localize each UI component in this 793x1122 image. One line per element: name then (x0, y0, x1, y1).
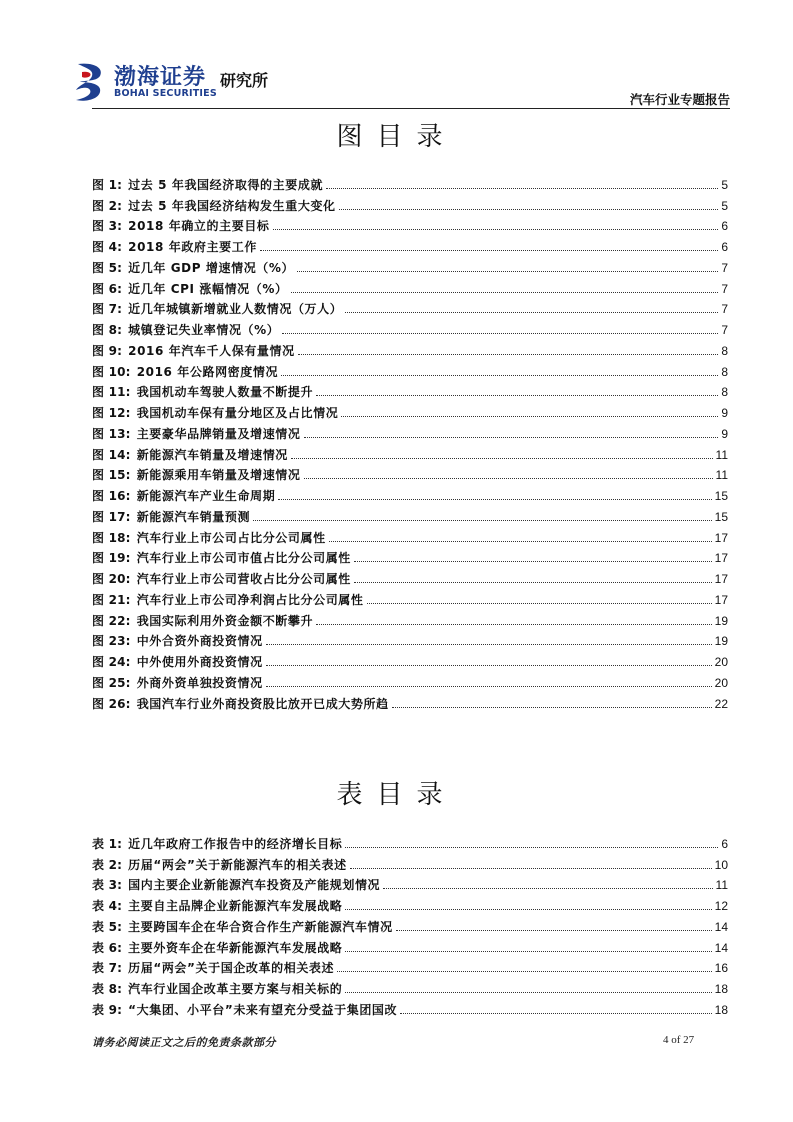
figure-page-number: 7 (721, 281, 728, 296)
table-label: 表 2: (92, 857, 123, 872)
figure-page-number: 17 (714, 530, 728, 545)
figure-page-number: 6 (721, 240, 728, 254)
figure-caption: 中外使用外商投资情况 (136, 655, 263, 669)
dot-leader (345, 951, 711, 952)
dot-leader (345, 847, 718, 848)
figure-caption: 新能源汽车销量及增速情况 (136, 447, 288, 462)
dot-leader (326, 188, 718, 189)
dot-leader (304, 437, 719, 438)
table-entry[interactable] (92, 976, 728, 997)
figure-page-number: 9 (721, 426, 728, 441)
figure-caption: 新能源乘用车销量及增速情况 (136, 468, 301, 483)
figure-entry[interactable] (92, 172, 728, 193)
figure-label: 图 24: (92, 655, 131, 669)
figure-entry[interactable] (92, 400, 728, 421)
table-page-number: 16 (714, 961, 728, 976)
figure-entry[interactable] (92, 608, 728, 629)
table-entry[interactable] (92, 831, 728, 852)
figure-caption: 过去 5 年我国经济结构发生重大变化 (128, 198, 336, 213)
figure-label: 图 11: (92, 385, 131, 400)
dot-leader (266, 665, 712, 666)
dot-leader (316, 624, 712, 625)
table-caption: 近几年政府工作报告中的经济增长目标 (128, 836, 343, 851)
figure-label: 图 13: (92, 426, 131, 441)
figure-caption: 2016 年公路网密度情况 (136, 364, 279, 379)
dot-leader (291, 458, 713, 459)
dot-leader (298, 354, 719, 355)
table-page-number: 18 (714, 982, 728, 996)
figure-entry[interactable] (92, 463, 728, 484)
figure-label: 图 6: (92, 281, 123, 296)
figure-caption: 2018 年政府主要工作 (128, 240, 257, 254)
figure-page-number: 7 (721, 323, 728, 337)
figure-label: 图 4: (92, 240, 123, 254)
figure-label: 图 2: (92, 198, 123, 213)
dot-leader (345, 992, 711, 993)
dot-leader (273, 229, 719, 230)
figure-page-number: 9 (721, 406, 728, 420)
table-caption: 主要外资车企在华新能源汽车发展战略 (128, 940, 343, 955)
figure-caption: 我国机动车驾驶人数量不断提升 (136, 385, 314, 400)
figure-caption: 我国实际利用外资金额不断攀升 (136, 613, 314, 628)
table-entry[interactable] (92, 935, 728, 956)
figure-caption: 新能源汽车销量预测 (136, 509, 251, 524)
dot-leader (266, 686, 712, 687)
figure-label: 图 26: (92, 696, 131, 711)
dot-leader (266, 644, 712, 645)
figure-label: 图 21: (92, 592, 131, 607)
table-entry[interactable] (92, 873, 728, 894)
dot-leader (304, 478, 713, 479)
dot-leader (282, 333, 718, 334)
figure-entry[interactable] (92, 483, 728, 504)
table-caption: 主要跨国车企在华合资合作生产新能源汽车情况 (128, 919, 393, 934)
dot-leader (253, 520, 712, 521)
figure-caption: 我国机动车保有量分地区及占比情况 (136, 406, 339, 420)
table-page-number: 18 (714, 1002, 728, 1017)
logo-chinese-name: 渤海证券 (114, 64, 207, 90)
figure-page-number: 8 (721, 385, 728, 400)
figure-caption: 2018 年确立的主要目标 (128, 219, 270, 234)
figure-page-number: 19 (714, 613, 728, 628)
table-label: 表 7: (92, 961, 123, 976)
dot-leader (339, 209, 719, 210)
table-label: 表 4: (92, 899, 123, 913)
figure-caption: 外商外资单独投资情况 (136, 675, 263, 690)
dot-leader (260, 250, 718, 251)
figure-entry[interactable] (92, 359, 728, 380)
dot-leader (278, 499, 711, 500)
figure-label: 图 9: (92, 343, 123, 358)
figure-entry[interactable] (92, 670, 728, 691)
figure-caption: 近几年城镇新增就业人数情况（万人） (128, 302, 343, 317)
table-label: 表 9: (92, 1002, 123, 1017)
figure-entry[interactable] (92, 587, 728, 608)
figure-page-number: 19 (714, 634, 728, 649)
table-page-number: 14 (714, 919, 728, 934)
figure-page-number: 17 (714, 551, 728, 566)
table-caption: 汽车行业国企改革主要方案与相关标的 (128, 982, 343, 996)
figure-label: 图 16: (92, 489, 131, 503)
figure-caption: 近几年 GDP 增速情况（%） (128, 260, 295, 275)
dot-leader (337, 971, 712, 972)
table-page-number: 12 (714, 899, 728, 913)
figure-label: 图 22: (92, 613, 131, 628)
figure-label: 图 15: (92, 468, 131, 483)
figure-page-number: 17 (714, 592, 728, 607)
table-page-number: 14 (714, 940, 728, 955)
figure-entry[interactable] (92, 214, 728, 235)
figure-page-number: 5 (721, 177, 728, 192)
figure-caption: 汽车行业上市公司市值占比分公司属性 (136, 551, 351, 566)
figure-entry[interactable] (92, 421, 728, 442)
figure-caption: 新能源汽车产业生命周期 (136, 489, 276, 503)
dot-leader (345, 312, 718, 313)
table-caption: 主要自主品牌企业新能源汽车发展战略 (128, 899, 343, 913)
dot-leader (329, 541, 712, 542)
figure-page-number: 7 (721, 260, 728, 275)
dot-leader (367, 603, 712, 604)
logo-english-name: BOHAI SECURITIES (114, 88, 217, 99)
table-page-number: 10 (714, 857, 728, 872)
figure-page-number: 17 (714, 572, 728, 586)
figure-index-title: 图目录 (336, 122, 457, 152)
table-label: 表 6: (92, 940, 123, 955)
table-label: 表 5: (92, 919, 123, 934)
table-caption: 历届“两会”关于新能源汽车的相关表述 (128, 857, 347, 872)
figure-entry[interactable] (92, 338, 728, 359)
figure-caption: 汽车行业上市公司营收占比分公司属性 (136, 572, 351, 586)
figure-label: 图 14: (92, 447, 131, 462)
figure-entry[interactable] (92, 297, 728, 318)
table-index-title: 表目录 (336, 780, 457, 810)
dot-leader (345, 909, 711, 910)
page-header (72, 52, 732, 108)
figure-page-number: 7 (721, 302, 728, 317)
table-entry[interactable] (92, 956, 728, 977)
table-caption: 国内主要企业新能源汽车投资及产能规划情况 (128, 878, 381, 893)
dot-leader (400, 1013, 712, 1014)
page-number: 4 of 27 (663, 1034, 695, 1046)
figure-entry[interactable] (92, 255, 728, 276)
table-caption: “大集团、小平台”未来有望充分受益于集团国改 (128, 1002, 398, 1017)
figure-label: 图 19: (92, 551, 131, 566)
figure-label: 图 10: (92, 364, 131, 379)
figure-page-number: 15 (714, 489, 728, 503)
figure-entry[interactable] (92, 442, 728, 463)
figure-label: 图 1: (92, 177, 123, 192)
figure-label: 图 3: (92, 219, 123, 234)
table-label: 表 8: (92, 982, 123, 996)
table-page-number: 6 (721, 836, 728, 851)
figure-entry[interactable] (92, 691, 728, 712)
dot-leader (281, 375, 718, 376)
figure-caption: 过去 5 年我国经济取得的主要成就 (128, 177, 324, 192)
figure-label: 图 17: (92, 509, 131, 524)
dot-leader (392, 707, 712, 708)
disclaimer-note: 请务必阅读正文之后的免责条款部分 (92, 1036, 276, 1049)
figure-page-number: 22 (714, 696, 728, 711)
table-entry[interactable] (92, 893, 728, 914)
figure-entry[interactable] (92, 504, 728, 525)
dot-leader (350, 868, 712, 869)
figure-caption: 2016 年汽车千人保有量情况 (128, 343, 295, 358)
table-entry[interactable] (92, 997, 728, 1018)
table-label: 表 3: (92, 878, 123, 893)
figure-entry[interactable] (92, 546, 728, 567)
figure-label: 图 18: (92, 530, 131, 545)
dot-leader (354, 561, 712, 562)
table-page-number: 11 (715, 878, 728, 893)
figure-page-number: 6 (721, 219, 728, 234)
figure-label: 图 12: (92, 406, 131, 420)
figure-label: 图 25: (92, 675, 131, 690)
dot-leader (341, 416, 718, 417)
figure-entry[interactable] (92, 234, 728, 255)
table-caption: 历届“两会”关于国企改革的相关表述 (128, 961, 335, 976)
figure-caption: 汽车行业上市公司净利润占比分公司属性 (136, 592, 364, 607)
figure-page-number: 20 (714, 655, 728, 669)
figure-page-number: 11 (715, 468, 728, 483)
figure-page-number: 11 (715, 447, 728, 462)
table-label: 表 1: (92, 836, 123, 851)
figure-entry[interactable] (92, 380, 728, 401)
figure-page-number: 8 (721, 343, 728, 358)
dot-leader (354, 582, 712, 583)
figure-caption: 城镇登记失业率情况（%） (128, 323, 280, 337)
dot-leader (316, 395, 718, 396)
institute-name: 研究所 (220, 71, 269, 90)
figure-caption: 主要豪华品牌销量及增速情况 (136, 426, 301, 441)
figure-entry[interactable] (92, 276, 728, 297)
figure-entry[interactable] (92, 629, 728, 650)
figure-index-list (92, 172, 728, 712)
figure-caption: 中外合资外商投资情况 (136, 634, 263, 649)
figure-entry[interactable] (92, 525, 728, 546)
report-type: 汽车行业专题报告 (629, 92, 730, 107)
bohai-logo-icon (72, 60, 108, 104)
figure-page-number: 20 (714, 675, 728, 690)
figure-entry[interactable] (92, 193, 728, 214)
figure-label: 图 8: (92, 323, 123, 337)
figure-caption: 我国汽车行业外商投资股比放开已成大势所趋 (136, 696, 389, 711)
figure-page-number: 5 (721, 198, 728, 213)
figure-page-number: 8 (721, 364, 728, 379)
figure-caption: 近几年 CPI 涨幅情况（%） (128, 281, 288, 296)
figure-entry[interactable] (92, 649, 728, 670)
figure-label: 图 5: (92, 260, 123, 275)
table-entry[interactable] (92, 852, 728, 873)
dot-leader (396, 930, 712, 931)
dot-leader (383, 888, 712, 889)
figure-label: 图 20: (92, 572, 131, 586)
figure-entry[interactable] (92, 317, 728, 338)
table-index-list (92, 831, 728, 1018)
figure-caption: 汽车行业上市公司占比分公司属性 (136, 530, 326, 545)
figure-entry[interactable] (92, 566, 728, 587)
dot-leader (291, 292, 719, 293)
dot-leader (297, 271, 718, 272)
figure-label: 图 7: (92, 302, 123, 317)
table-entry[interactable] (92, 914, 728, 935)
header-divider (92, 108, 730, 109)
figure-label: 图 23: (92, 634, 131, 649)
figure-page-number: 15 (714, 509, 728, 524)
